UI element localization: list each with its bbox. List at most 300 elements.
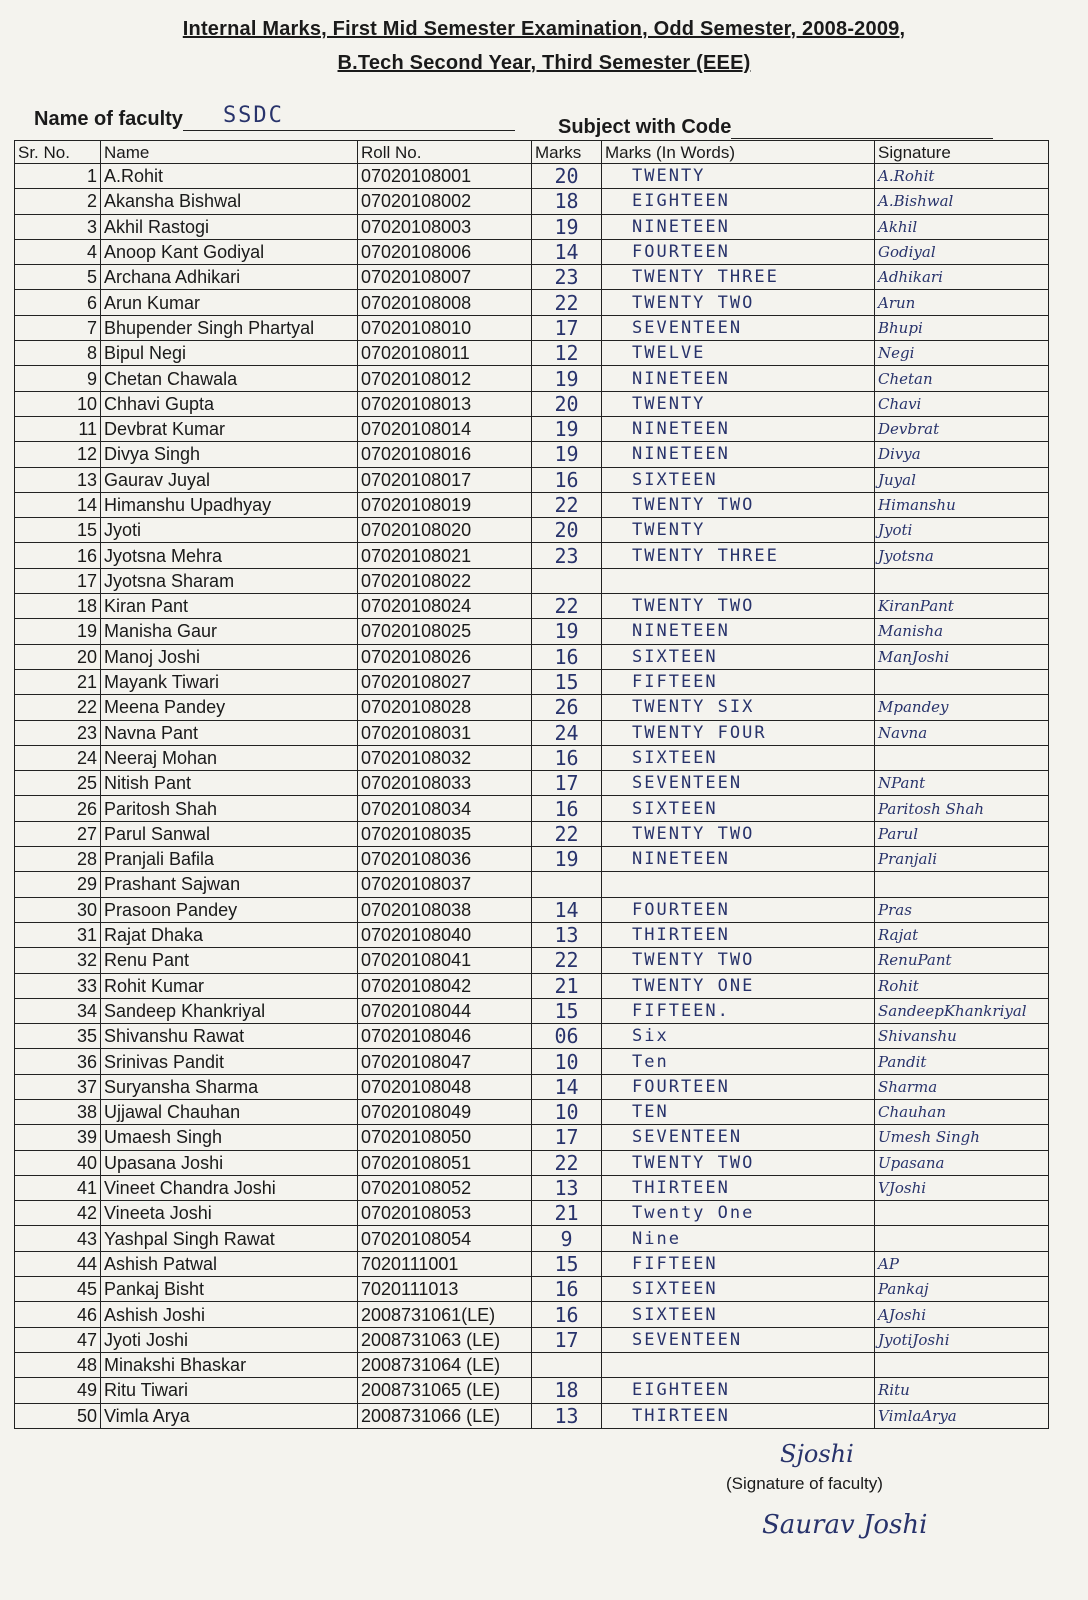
name-cell: Parul Sanwal: [101, 821, 358, 846]
marks-in-words-cell: Twenty One: [602, 1201, 875, 1226]
signature-cell: Rajat: [875, 922, 1049, 947]
signature-cell: JyotiJoshi: [875, 1327, 1049, 1352]
sr-no-cell: 20: [15, 644, 101, 669]
name-cell: Akhil Rastogi: [101, 214, 358, 239]
roll-no-cell: 07020108017: [358, 467, 532, 492]
table-row: [15, 1125, 1049, 1150]
marks-table: [14, 140, 1049, 1429]
signature-cell: VimlaArya: [875, 1403, 1049, 1428]
signature-cell: Chauhan: [875, 1099, 1049, 1124]
sr-no-cell: 23: [15, 720, 101, 745]
signature-cell: AJoshi: [875, 1302, 1049, 1327]
marks-cell: [532, 568, 602, 593]
marks-in-words-cell: SIXTEEN: [602, 745, 875, 770]
roll-no-cell: 07020108046: [358, 1024, 532, 1049]
sr-no-cell: 1: [15, 164, 101, 189]
marks-in-words-cell: THIRTEEN: [602, 1175, 875, 1200]
marks-cell: 22: [532, 290, 602, 315]
name-cell: Akansha Bishwal: [101, 189, 358, 214]
marks-cell: 24: [532, 720, 602, 745]
signature-cell: Devbrat: [875, 416, 1049, 441]
marks-cell: 12: [532, 341, 602, 366]
table-row: [15, 1099, 1049, 1124]
roll-no-cell: 2008731064 (LE): [358, 1352, 532, 1377]
marks-cell: 16: [532, 745, 602, 770]
table-row: [15, 442, 1049, 467]
roll-no-cell: 07020108053: [358, 1201, 532, 1226]
roll-no-cell: 07020108044: [358, 998, 532, 1023]
table-row: [15, 341, 1049, 366]
table-row: [15, 1074, 1049, 1099]
marks-in-words-cell: FOURTEEN: [602, 897, 875, 922]
name-cell: Bhupender Singh Phartyal: [101, 315, 358, 340]
table-row: [15, 265, 1049, 290]
name-cell: Himanshu Upadhyay: [101, 492, 358, 517]
roll-no-cell: 2008731063 (LE): [358, 1327, 532, 1352]
sr-no-cell: 16: [15, 543, 101, 568]
marks-in-words-cell: THIRTEEN: [602, 922, 875, 947]
marks-cell: 14: [532, 897, 602, 922]
table-row: [15, 543, 1049, 568]
column-header-sr-no: Sr. No.: [15, 141, 101, 164]
name-cell: Kiran Pant: [101, 594, 358, 619]
roll-no-cell: 07020108028: [358, 695, 532, 720]
marks-in-words-cell: TWENTY TWO: [602, 948, 875, 973]
marks-in-words-cell: NINETEEN: [602, 442, 875, 467]
marks-in-words-cell: SEVENTEEN: [602, 315, 875, 340]
table-row: [15, 897, 1049, 922]
roll-no-cell: 07020108025: [358, 619, 532, 644]
name-cell: Gaurav Juyal: [101, 467, 358, 492]
table-row: [15, 948, 1049, 973]
name-cell: Vineet Chandra Joshi: [101, 1175, 358, 1200]
marks-in-words-cell: TWENTY TWO: [602, 594, 875, 619]
signature-cell: Pras: [875, 897, 1049, 922]
name-cell: Suryansha Sharma: [101, 1074, 358, 1099]
roll-no-cell: 07020108006: [358, 239, 532, 264]
marks-cell: 19: [532, 442, 602, 467]
sr-no-cell: 50: [15, 1403, 101, 1428]
marks-cell: [532, 1352, 602, 1377]
marks-cell: 21: [532, 1201, 602, 1226]
roll-no-cell: 07020108012: [358, 366, 532, 391]
roll-no-cell: 07020108026: [358, 644, 532, 669]
marks-in-words-cell: Ten: [602, 1049, 875, 1074]
name-cell: Vineeta Joshi: [101, 1201, 358, 1226]
table-header-row: [15, 141, 1049, 164]
marks-in-words-cell: TWENTY TWO: [602, 1150, 875, 1175]
roll-no-cell: 07020108031: [358, 720, 532, 745]
signature-cell: A.Rohit: [875, 164, 1049, 189]
name-cell: A.Rohit: [101, 164, 358, 189]
signature-cell: [875, 669, 1049, 694]
marks-in-words-cell: TWENTY SIX: [602, 695, 875, 720]
marks-cell: 13: [532, 1175, 602, 1200]
name-cell: Ashish Joshi: [101, 1302, 358, 1327]
sr-no-cell: 33: [15, 973, 101, 998]
marks-in-words-cell: TWELVE: [602, 341, 875, 366]
sr-no-cell: 22: [15, 695, 101, 720]
table-row: [15, 998, 1049, 1023]
sr-no-cell: 5: [15, 265, 101, 290]
table-row: [15, 821, 1049, 846]
signature-cell: Jyotsna: [875, 543, 1049, 568]
roll-no-cell: 07020108024: [358, 594, 532, 619]
column-header-marks: Marks: [532, 141, 602, 164]
marks-in-words-cell: SEVENTEEN: [602, 1327, 875, 1352]
marks-cell: 19: [532, 214, 602, 239]
marks-in-words-cell: TWENTY TWO: [602, 821, 875, 846]
faculty-field: [34, 103, 515, 131]
marks-cell: 19: [532, 847, 602, 872]
document-subtitle: B.Tech Second Year, Third Semester (EEE): [337, 52, 751, 74]
table-row: [15, 1175, 1049, 1200]
marks-in-words-cell: TWENTY: [602, 391, 875, 416]
sr-no-cell: 18: [15, 594, 101, 619]
marks-cell: 13: [532, 1403, 602, 1428]
sr-no-cell: 45: [15, 1277, 101, 1302]
sr-no-cell: 43: [15, 1226, 101, 1251]
roll-no-cell: 07020108054: [358, 1226, 532, 1251]
marks-in-words-cell: TWENTY: [602, 518, 875, 543]
signature-cell: Mpandey: [875, 695, 1049, 720]
roll-no-cell: 07020108003: [358, 214, 532, 239]
roll-no-cell: 07020108034: [358, 796, 532, 821]
table-row: [15, 1049, 1049, 1074]
roll-no-cell: 07020108027: [358, 669, 532, 694]
table-row: [15, 1352, 1049, 1377]
roll-no-cell: 07020108007: [358, 265, 532, 290]
marks-cell: 16: [532, 1302, 602, 1327]
name-cell: Ashish Patwal: [101, 1251, 358, 1276]
signature-cell: Manisha: [875, 619, 1049, 644]
marks-in-words-cell: SIXTEEN: [602, 1302, 875, 1327]
name-cell: Upasana Joshi: [101, 1150, 358, 1175]
roll-no-cell: 07020108048: [358, 1074, 532, 1099]
table-row: [15, 796, 1049, 821]
marks-cell: 9: [532, 1226, 602, 1251]
marks-in-words-cell: SIXTEEN: [602, 796, 875, 821]
marks-cell: 14: [532, 1074, 602, 1099]
roll-no-cell: 07020108022: [358, 568, 532, 593]
signature-cell: [875, 872, 1049, 897]
marks-cell: 26: [532, 695, 602, 720]
signature-cell: Akhil: [875, 214, 1049, 239]
table-row: [15, 164, 1049, 189]
roll-no-cell: 07020108010: [358, 315, 532, 340]
marks-in-words-cell: TEN: [602, 1099, 875, 1124]
table-row: [15, 872, 1049, 897]
marks-cell: 22: [532, 492, 602, 517]
signature-cell: Sharma: [875, 1074, 1049, 1099]
signature-cell: ManJoshi: [875, 644, 1049, 669]
signature-cell: Upasana: [875, 1150, 1049, 1175]
name-cell: Arun Kumar: [101, 290, 358, 315]
sr-no-cell: 49: [15, 1378, 101, 1403]
table-row: [15, 467, 1049, 492]
marks-in-words-cell: [602, 1352, 875, 1377]
table-row: [15, 973, 1049, 998]
marks-cell: 19: [532, 416, 602, 441]
sr-no-cell: 11: [15, 416, 101, 441]
table-row: [15, 720, 1049, 745]
sr-no-cell: 28: [15, 847, 101, 872]
name-cell: Mayank Tiwari: [101, 669, 358, 694]
marks-in-words-cell: SIXTEEN: [602, 644, 875, 669]
table-row: [15, 416, 1049, 441]
marks-cell: 14: [532, 239, 602, 264]
table-row: [15, 1378, 1049, 1403]
faculty-signature-label: (Signature of faculty): [726, 1474, 883, 1493]
sr-no-cell: 32: [15, 948, 101, 973]
marks-in-words-cell: TWENTY: [602, 164, 875, 189]
marks-in-words-cell: FIFTEEN.: [602, 998, 875, 1023]
marks-in-words-cell: NINETEEN: [602, 847, 875, 872]
table-row: [15, 189, 1049, 214]
table-row: [15, 1226, 1049, 1251]
table-row: [15, 366, 1049, 391]
name-cell: Divya Singh: [101, 442, 358, 467]
marks-in-words-cell: SEVENTEEN: [602, 771, 875, 796]
roll-no-cell: 07020108011: [358, 341, 532, 366]
name-cell: Yashpal Singh Rawat: [101, 1226, 358, 1251]
signature-cell: Divya: [875, 442, 1049, 467]
signature-cell: AP: [875, 1251, 1049, 1276]
marks-cell: 20: [532, 518, 602, 543]
marks-cell: 22: [532, 821, 602, 846]
marks-cell: 23: [532, 265, 602, 290]
name-cell: Bipul Negi: [101, 341, 358, 366]
roll-no-cell: 07020108019: [358, 492, 532, 517]
name-cell: Jyoti Joshi: [101, 1327, 358, 1352]
roll-no-cell: 07020108040: [358, 922, 532, 947]
marks-cell: 16: [532, 1277, 602, 1302]
name-cell: Archana Adhikari: [101, 265, 358, 290]
signature-cell: Shivanshu: [875, 1024, 1049, 1049]
sr-no-cell: 40: [15, 1150, 101, 1175]
marks-cell: 10: [532, 1099, 602, 1124]
marks-in-words-cell: TWENTY TWO: [602, 492, 875, 517]
sr-no-cell: 36: [15, 1049, 101, 1074]
faculty-label: Name of faculty: [34, 108, 183, 130]
signature-cell: VJoshi: [875, 1175, 1049, 1200]
name-cell: Meena Pandey: [101, 695, 358, 720]
marks-cell: 10: [532, 1049, 602, 1074]
sr-no-cell: 30: [15, 897, 101, 922]
marks-cell: 16: [532, 796, 602, 821]
name-cell: Chetan Chawala: [101, 366, 358, 391]
sr-no-cell: 9: [15, 366, 101, 391]
table-row: [15, 619, 1049, 644]
table-row: [15, 239, 1049, 264]
marks-in-words-cell: FIFTEEN: [602, 1251, 875, 1276]
name-cell: Rajat Dhaka: [101, 922, 358, 947]
signature-cell: Arun: [875, 290, 1049, 315]
sr-no-cell: 41: [15, 1175, 101, 1200]
marks-in-words-cell: TWENTY ONE: [602, 973, 875, 998]
signature-cell: Adhikari: [875, 265, 1049, 290]
roll-no-cell: 07020108002: [358, 189, 532, 214]
table-row: [15, 847, 1049, 872]
marks-in-words-cell: SEVENTEEN: [602, 1125, 875, 1150]
marks-cell: 17: [532, 771, 602, 796]
marks-in-words-cell: FOURTEEN: [602, 239, 875, 264]
roll-no-cell: 07020108051: [358, 1150, 532, 1175]
marks-cell: 18: [532, 189, 602, 214]
sr-no-cell: 38: [15, 1099, 101, 1124]
marks-cell: 15: [532, 1251, 602, 1276]
table-row: [15, 922, 1049, 947]
signature-cell: Chetan: [875, 366, 1049, 391]
table-row: [15, 1251, 1049, 1276]
marks-cell: 20: [532, 164, 602, 189]
marks-cell: 13: [532, 922, 602, 947]
sr-no-cell: 39: [15, 1125, 101, 1150]
roll-no-cell: 07020108032: [358, 745, 532, 770]
table-row: [15, 1403, 1049, 1428]
signature-cell: [875, 1201, 1049, 1226]
name-cell: Neeraj Mohan: [101, 745, 358, 770]
roll-no-cell: 07020108021: [358, 543, 532, 568]
table-row: [15, 1024, 1049, 1049]
name-cell: Pankaj Bisht: [101, 1277, 358, 1302]
name-cell: Nitish Pant: [101, 771, 358, 796]
name-cell: Paritosh Shah: [101, 796, 358, 821]
sr-no-cell: 48: [15, 1352, 101, 1377]
signature-cell: Himanshu: [875, 492, 1049, 517]
roll-no-cell: 2008731061(LE): [358, 1302, 532, 1327]
roll-no-cell: 07020108037: [358, 872, 532, 897]
marks-in-words-cell: TWENTY THREE: [602, 543, 875, 568]
sr-no-cell: 10: [15, 391, 101, 416]
marks-in-words-cell: Six: [602, 1024, 875, 1049]
signature-cell: [875, 1226, 1049, 1251]
sr-no-cell: 37: [15, 1074, 101, 1099]
marks-in-words-cell: EIGHTEEN: [602, 1378, 875, 1403]
marks-in-words-cell: SIXTEEN: [602, 1277, 875, 1302]
column-header-marks-in-words: Marks (In Words): [602, 141, 875, 164]
sr-no-cell: 25: [15, 771, 101, 796]
name-cell: Ritu Tiwari: [101, 1378, 358, 1403]
roll-no-cell: 07020108042: [358, 973, 532, 998]
signature-cell: Rohit: [875, 973, 1049, 998]
roll-no-cell: 07020108047: [358, 1049, 532, 1074]
sr-no-cell: 29: [15, 872, 101, 897]
signature-cell: Pranjali: [875, 847, 1049, 872]
roll-no-cell: 07020108050: [358, 1125, 532, 1150]
marks-in-words-cell: Nine: [602, 1226, 875, 1251]
name-cell: Prasoon Pandey: [101, 897, 358, 922]
name-cell: Rohit Kumar: [101, 973, 358, 998]
marks-cell: [532, 872, 602, 897]
column-header-roll-no: Roll No.: [358, 141, 532, 164]
marks-in-words-cell: TWENTY THREE: [602, 265, 875, 290]
table-row: [15, 1302, 1049, 1327]
signature-cell: A.Bishwal: [875, 189, 1049, 214]
table-row: [15, 315, 1049, 340]
signature-cell: Paritosh Shah: [875, 796, 1049, 821]
table-row: [15, 594, 1049, 619]
roll-no-cell: 2008731065 (LE): [358, 1378, 532, 1403]
column-header-name: Name: [101, 141, 358, 164]
sr-no-cell: 31: [15, 922, 101, 947]
subject-field: [558, 114, 993, 139]
table-row: [15, 391, 1049, 416]
signature-cell: Pankaj: [875, 1277, 1049, 1302]
roll-no-cell: 07020108041: [358, 948, 532, 973]
name-cell: Devbrat Kumar: [101, 416, 358, 441]
table-row: [15, 644, 1049, 669]
name-cell: Jyotsna Mehra: [101, 543, 358, 568]
name-cell: Ujjawal Chauhan: [101, 1099, 358, 1124]
marks-in-words-cell: TWENTY FOUR: [602, 720, 875, 745]
roll-no-cell: 7020111001: [358, 1251, 532, 1276]
sr-no-cell: 13: [15, 467, 101, 492]
name-cell: Prashant Sajwan: [101, 872, 358, 897]
signature-cell: Chavi: [875, 391, 1049, 416]
marks-cell: 20: [532, 391, 602, 416]
sr-no-cell: 46: [15, 1302, 101, 1327]
marks-cell: 17: [532, 315, 602, 340]
marks-in-words-cell: TWENTY TWO: [602, 290, 875, 315]
sr-no-cell: 6: [15, 290, 101, 315]
name-cell: Vimla Arya: [101, 1403, 358, 1428]
roll-no-cell: 07020108033: [358, 771, 532, 796]
signature-cell: Godiyal: [875, 239, 1049, 264]
signature-cell: Umesh Singh: [875, 1125, 1049, 1150]
signature-cell: [875, 1352, 1049, 1377]
name-cell: Minakshi Bhaskar: [101, 1352, 358, 1377]
table-row: [15, 492, 1049, 517]
name-cell: Manisha Gaur: [101, 619, 358, 644]
marks-cell: 17: [532, 1327, 602, 1352]
signature-cell: Pandit: [875, 1049, 1049, 1074]
table-row: [15, 1327, 1049, 1352]
marks-cell: 23: [532, 543, 602, 568]
signature-cell: KiranPant: [875, 594, 1049, 619]
sr-no-cell: 21: [15, 669, 101, 694]
marks-in-words-cell: [602, 568, 875, 593]
marks-in-words-cell: THIRTEEN: [602, 1403, 875, 1428]
marks-cell: 19: [532, 366, 602, 391]
marks-cell: 22: [532, 594, 602, 619]
table-row: [15, 290, 1049, 315]
marks-in-words-cell: EIGHTEEN: [602, 189, 875, 214]
column-header-signature: Signature: [875, 141, 1049, 164]
faculty-signature-name: Saurav Joshi: [762, 1510, 928, 1540]
roll-no-cell: 7020111013: [358, 1277, 532, 1302]
roll-no-cell: 07020108008: [358, 290, 532, 315]
faculty-value: SSDC: [222, 103, 284, 128]
signature-cell: [875, 568, 1049, 593]
marks-in-words-cell: SIXTEEN: [602, 467, 875, 492]
marks-cell: 18: [532, 1378, 602, 1403]
marks-cell: 06: [532, 1024, 602, 1049]
roll-no-cell: 07020108052: [358, 1175, 532, 1200]
marks-cell: 16: [532, 467, 602, 492]
subject-label: Subject with Code: [558, 116, 732, 138]
table-row: [15, 568, 1049, 593]
roll-no-cell: 07020108035: [358, 821, 532, 846]
signature-cell: Bhupi: [875, 315, 1049, 340]
roll-no-cell: 2008731066 (LE): [358, 1403, 532, 1428]
sr-no-cell: 3: [15, 214, 101, 239]
marks-cell: 22: [532, 1150, 602, 1175]
signature-cell: SandeepKhankriyal: [875, 998, 1049, 1023]
table-row: [15, 1277, 1049, 1302]
table-row: [15, 695, 1049, 720]
marks-cell: 19: [532, 619, 602, 644]
